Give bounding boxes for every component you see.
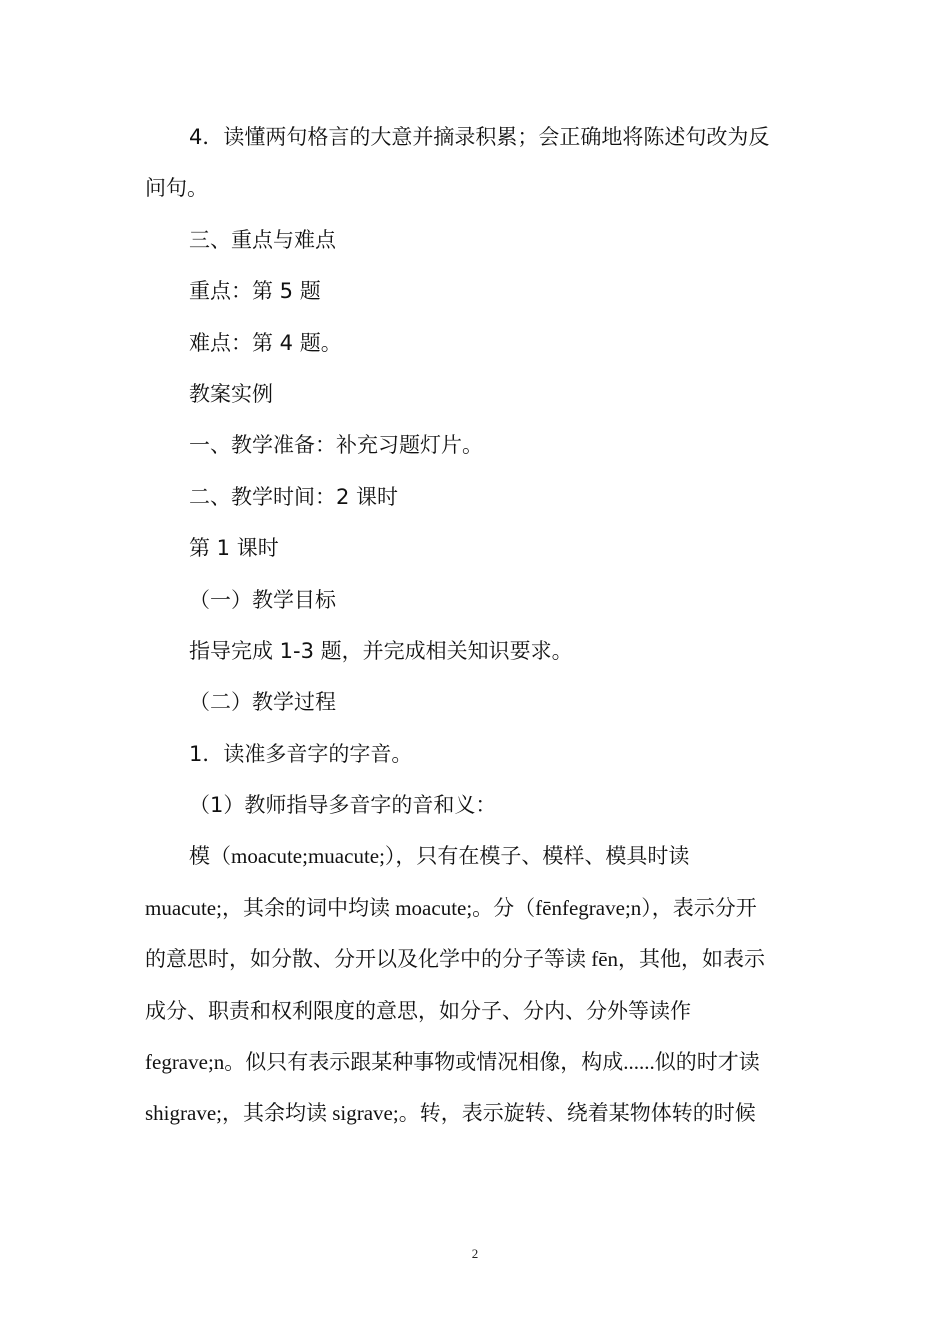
section-heading: 三、重点与难点 <box>189 227 336 252</box>
text-line: 指导完成 1-3 题，并完成相关知识要求。 <box>189 638 573 663</box>
page-number: 2 <box>471 1246 479 1261</box>
text-line: 一、教学准备：补充习题灯片。 <box>189 433 483 458</box>
document-body <box>145 112 805 1140</box>
text-line: 二、教学时间：2 课时 <box>189 484 399 509</box>
section-heading: （二）教学过程 <box>189 690 336 715</box>
section-heading: 第 1 课时 <box>189 536 279 561</box>
text-line: 1．读准多音字的字音。 <box>189 741 413 766</box>
section-heading: （一）教学目标 <box>189 587 336 612</box>
text-line: 模（moacute;muacute;），只有在模子、模样、模具时读 <box>189 844 690 869</box>
text-line: fegrave;n。似只有表示跟某种事物或情况相像，构成......似的时才读 <box>145 1050 760 1075</box>
text-line: shigrave;，其余均读 sigrave;。转，表示旋转、绕着某物体转的时候 <box>145 1101 756 1126</box>
text-line: 成分、职责和权利限度的意思，如分子、分内、分外等读作 <box>145 998 691 1023</box>
text-line: 问句。 <box>145 176 208 201</box>
text-line: 4．读懂两句格言的大意并摘录积累；会正确地将陈述句改为反 <box>189 125 770 149</box>
text-line: 的意思时，如分散、分开以及化学中的分子等读 fēn，其他，如表示 <box>145 947 766 972</box>
text-line: 重点：第 5 题 <box>189 279 321 304</box>
section-heading: 教案实例 <box>189 381 273 406</box>
text-line: 难点：第 4 题。 <box>189 330 342 355</box>
text-line: （1）教师指导多音字的音和义： <box>189 793 497 818</box>
text-line: muacute;，其余的词中均读 moacute;。分（fēnfegrave;n），表示分开 <box>145 895 757 920</box>
